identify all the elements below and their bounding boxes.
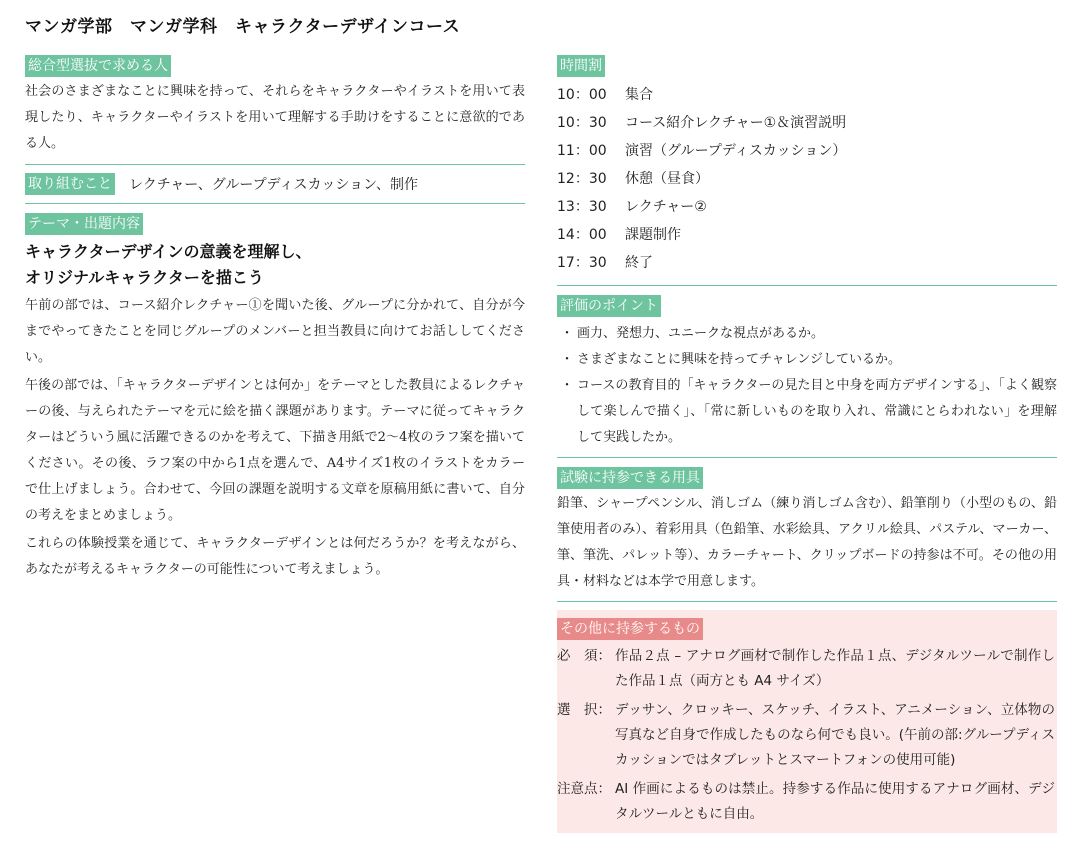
schedule-event: レクチャー②	[625, 199, 707, 215]
seeking-section	[25, 55, 525, 157]
schedule-event: 演習（グループディスカッション）	[625, 143, 847, 159]
bullet-icon: ・	[560, 352, 574, 367]
evaluation-section	[557, 295, 1057, 451]
other-row-label: 注意点：	[557, 781, 611, 797]
evaluation-list	[557, 321, 1057, 451]
evaluation-item	[557, 373, 1057, 451]
theme-heading-1: キャラクターデザインの意義を理解し、	[25, 242, 312, 261]
seeking-text: 社会のさまざまなことに興味を持って、それらをキャラクターやイラストを用いて表現したり、キャラクターやイラストを用いて理解する手助けをすることに意欲的である人。	[25, 84, 525, 151]
schedule-time: 10：00	[557, 87, 607, 103]
right-column	[557, 55, 1057, 833]
theme-label: テーマ・出題内容	[25, 213, 143, 235]
theme-section	[25, 213, 525, 583]
other-row-text: 作品２点 – アナログ画材で制作した作品１点、デジタルツールで制作した作品１点（両方とも A4 サイズ）	[615, 648, 1055, 689]
evaluation-text: コースの教育目的「キャラクターの見た目と中身を両方デザインする」、「よく観察して楽しんで描く」、「常に新しいものを取り入れ、常識にとらわれない」を理解して実践したか。	[577, 378, 1057, 445]
schedule-item	[557, 249, 1057, 277]
evaluation-text: 画力、発想力、ユニークな視点があるか。	[577, 326, 825, 341]
other-row	[557, 644, 1057, 694]
schedule-label: 時間割	[557, 55, 605, 77]
other-row-label: 必 須：	[557, 648, 611, 664]
schedule-item	[557, 81, 1057, 109]
schedule-event: コース紹介レクチャー①＆演習説明	[625, 115, 847, 131]
tools-section	[557, 467, 1057, 595]
other-row-text: デッサン、クロッキー、スケッチ、イラスト、アニメーション、立体物の写真など自身で作成したものなら何でも良い。(午前の部:グループディスカッションではタブレットとスマートフォンの使用可能)	[615, 702, 1055, 768]
seeking-label: 総合型選抜で求める人	[25, 55, 171, 77]
schedule-event: 課題制作	[625, 227, 681, 243]
schedule-list	[557, 81, 1057, 277]
schedule-item	[557, 193, 1057, 221]
other-label: その他に持参するもの	[557, 618, 703, 640]
page-title: マンガ学部 マンガ学科 キャラクターデザインコース	[25, 17, 461, 37]
schedule-item	[557, 165, 1057, 193]
theme-paragraph-2: 午後の部では、「キャラクターデザインとは何か」をテーマとした教員によるレクチャーの後、与えられたテーマを元に絵を描く課題があります。テーマに従ってキャラクターはどういう風に活躍できるのかを考えて、下描き用紙で2～4枚のラフ案を描いてください。その後、ラフ案の中から1点を選んで、A4サイズ1枚のイラストをカラーで仕上げましょう。合わせて、今回の課題を説明する文章を原稿用紙に書いて、自分の考えをまとめましょう。	[25, 378, 525, 523]
schedule-time: 12：30	[557, 171, 607, 187]
torikumi-row	[25, 165, 525, 203]
tools-text: 鉛筆、シャープペンシル、消しゴム（練り消しゴム含む）、鉛筆削り（小型のもの、鉛筆使用者のみ）、着彩用具（色鉛筆、水彩絵具、アクリル絵具、パステル、マーカー、筆、筆洗、パレット等）、カラーチャート、クリップボードの持参は不可。その他の用具・材料などは本学で用意します。	[557, 496, 1057, 589]
schedule-time: 14：00	[557, 227, 607, 243]
left-column	[25, 55, 525, 583]
schedule-item	[557, 221, 1057, 249]
schedule-item	[557, 137, 1057, 165]
other-row-label: 選 択：	[557, 702, 611, 718]
evaluation-label: 評価のポイント	[557, 295, 661, 317]
bullet-icon: ・	[560, 326, 574, 341]
bullet-icon: ・	[560, 378, 574, 393]
other-row-text: AI 作画によるものは禁止。持参する作品に使用するアナログ画材、デジタルツールともに自由。	[615, 781, 1055, 822]
schedule-time: 13：30	[557, 199, 607, 215]
schedule-time: 11：00	[557, 143, 607, 159]
tools-label: 試験に持参できる用具	[557, 467, 703, 489]
schedule-event: 終了	[625, 255, 653, 271]
schedule-time: 10：30	[557, 115, 607, 131]
other-row	[557, 698, 1057, 773]
divider	[557, 601, 1057, 602]
theme-heading-2: オリジナルキャラクターを描こう	[25, 268, 264, 287]
schedule-time: 17：30	[557, 255, 607, 271]
other-section	[557, 610, 1057, 833]
schedule-event: 集合	[625, 87, 653, 103]
schedule-event: 休憩（昼食）	[625, 171, 709, 187]
schedule-item	[557, 109, 1057, 137]
evaluation-text: さまざまなことに興味を持ってチャレンジしているか。	[577, 352, 901, 367]
torikumi-value: レクチャー、グループディスカッション、制作	[129, 177, 418, 193]
other-row	[557, 777, 1057, 827]
theme-paragraph-1: 午前の部では、コース紹介レクチャー①を聞いた後、グループに分かれて、自分が今までやってきたことを同じグループのメンバーと担当教員に向けてお話ししてください。	[25, 298, 525, 365]
divider	[557, 285, 1057, 286]
schedule-section	[557, 55, 1057, 277]
evaluation-item	[557, 347, 1057, 373]
evaluation-item	[557, 321, 1057, 347]
divider	[557, 457, 1057, 458]
divider	[25, 203, 525, 204]
theme-paragraph-3: これらの体験授業を通じて、キャラクターデザインとは何だろうか？を考えながら、あなたが考えるキャラクターの可能性について考えましょう。	[25, 536, 525, 577]
torikumi-label: 取り組むこと	[25, 173, 115, 195]
